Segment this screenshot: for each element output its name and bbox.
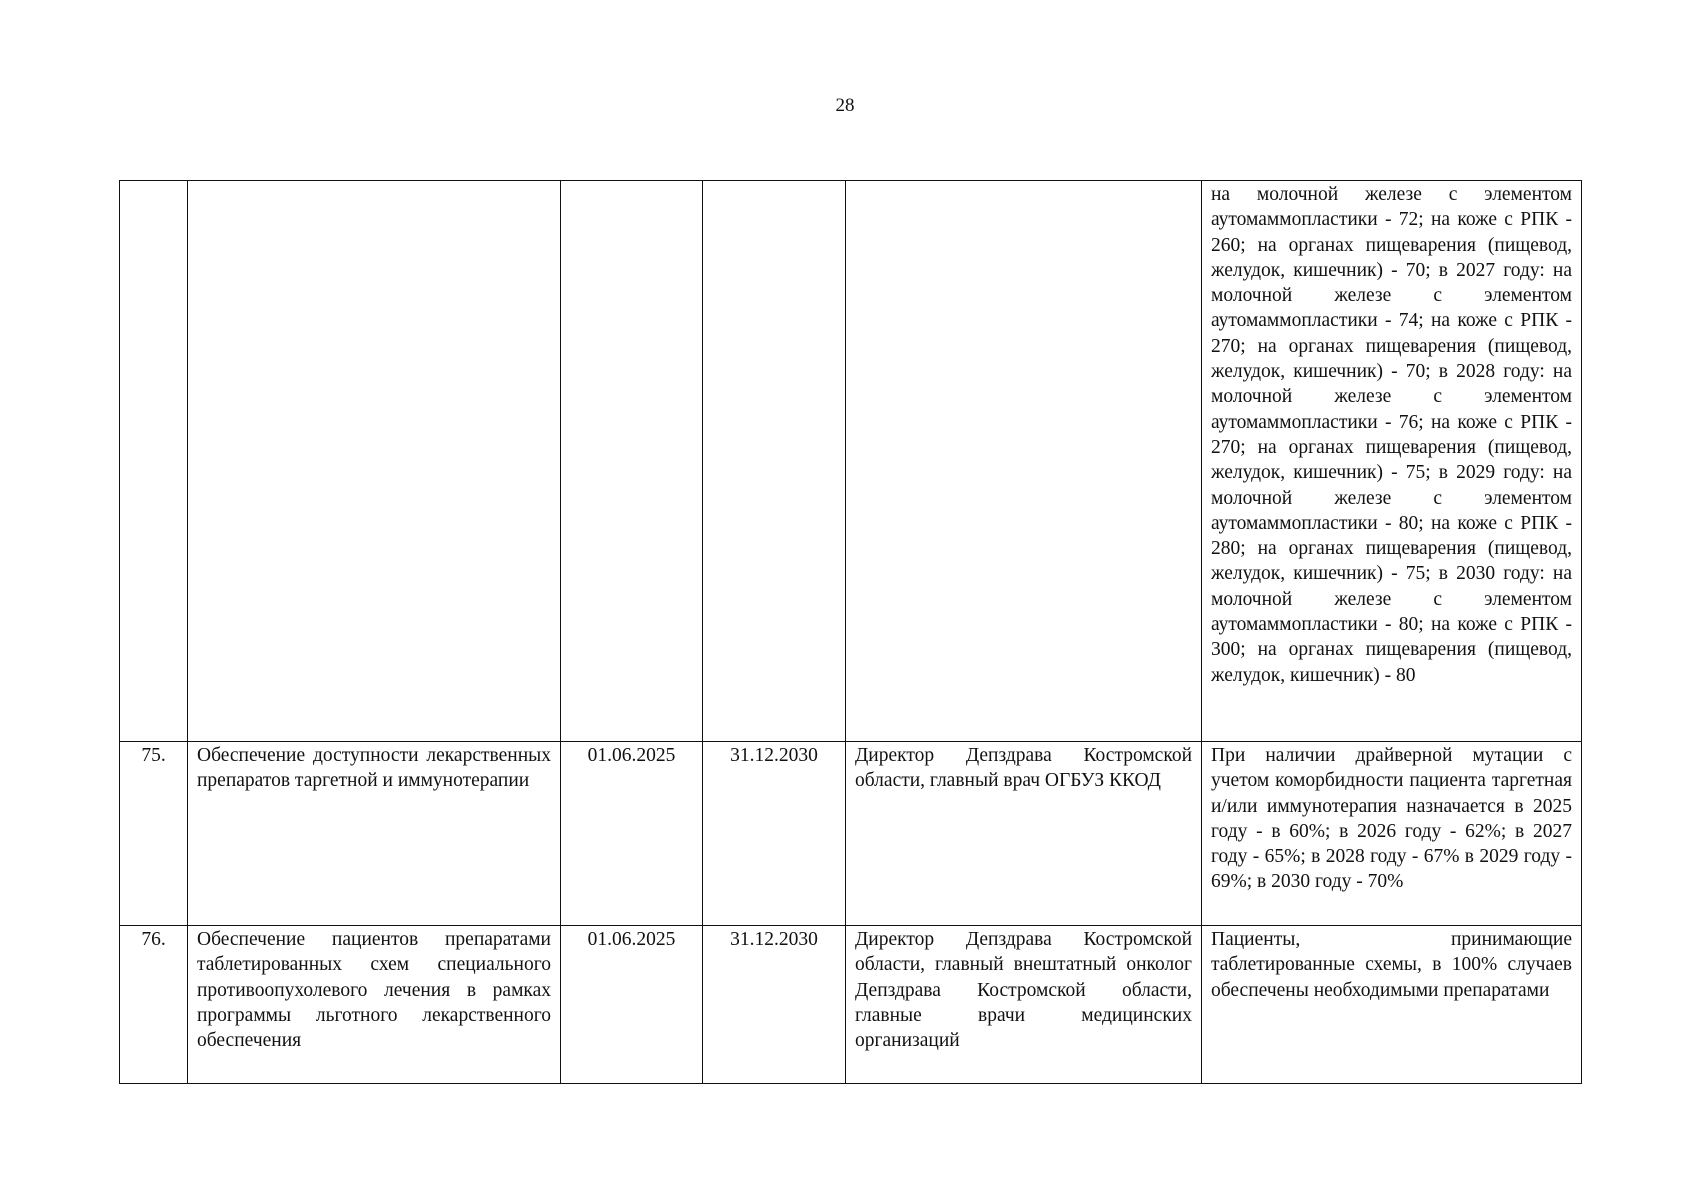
cell-result-continuation: на молочной железе с элементом аутомаммопластики - 72; на коже с РПК - 260; на органах пищеварения (пищевод, желудок, кишечник) - 70; в 2027 году: на молочной железе с элементом аутомаммопластики - 74; на коже с РПК - 270; на органах пищеварения (пищевод, желудок, кишечник) - 70; в 2028 году: на молочной железе с элементом аутомаммопластики - 76; на коже с РПК - 270; на органах пищеварения (пищевод, желудок, кишечник) - 75; в 2029 году: на молочной железе с элементом аутомаммопластики - 80; на коже с РПК - 280; на органах пищеварения (пищевод, желудок, кишечник) - 75; в 2030 году: на молочной железе с элементом аутомаммопластики - 80; на коже с РПК - 300; на органах пищеварения (пищевод, желудок, кишечник) - 80 bbox=[1202, 181, 1582, 742]
cell-activity-empty bbox=[188, 181, 561, 742]
cell-end-date: 31.12.2030 bbox=[703, 926, 846, 1084]
cell-responsible: Директор Депздрава Костромской области, главный врач ОГБУЗ ККОД bbox=[846, 742, 1202, 926]
cell-activity: Обеспечение доступности лекарственных препаратов таргетной и иммунотерапии bbox=[188, 742, 561, 926]
page-number: 28 bbox=[835, 95, 855, 116]
cell-result: Пациенты, принимающие таблетированные схемы, в 100% случаев обеспечены необходимыми препаратами bbox=[1202, 926, 1582, 1084]
cell-num: 76. bbox=[120, 926, 188, 1084]
cell-num: 75. bbox=[120, 742, 188, 926]
cell-responsible-empty bbox=[846, 181, 1202, 742]
cell-start-date: 01.06.2025 bbox=[561, 742, 703, 926]
cell-end-date: 31.12.2030 bbox=[703, 742, 846, 926]
cell-start-date: 01.06.2025 bbox=[561, 926, 703, 1084]
table-row-continuation bbox=[120, 181, 1582, 742]
cell-responsible: Директор Депздрава Костромской области, главный внештатный онколог Депздрава Костромской области, главные врачи медицинских организаций bbox=[846, 926, 1202, 1084]
cell-result: При наличии драйверной мутации с учетом коморбидности пациента таргетная и/или иммунотерапия назначается в 2025 году - в 60%; в 2026 году - 62%; в 2027 году - 65%; в 2028 году - 67% в 2029 году - 69%; в 2030 году - 70% bbox=[1202, 742, 1582, 926]
table-row bbox=[120, 926, 1582, 1084]
measures-table bbox=[119, 180, 1582, 1084]
cell-start-empty bbox=[561, 181, 703, 742]
table-row bbox=[120, 742, 1582, 926]
cell-num-empty bbox=[120, 181, 188, 742]
cell-end-empty bbox=[703, 181, 846, 742]
cell-activity: Обеспечение пациентов препаратами таблетированных схем специального противоопухолевого лечения в рамках программы льготного лекарственного обеспечения bbox=[188, 926, 561, 1084]
